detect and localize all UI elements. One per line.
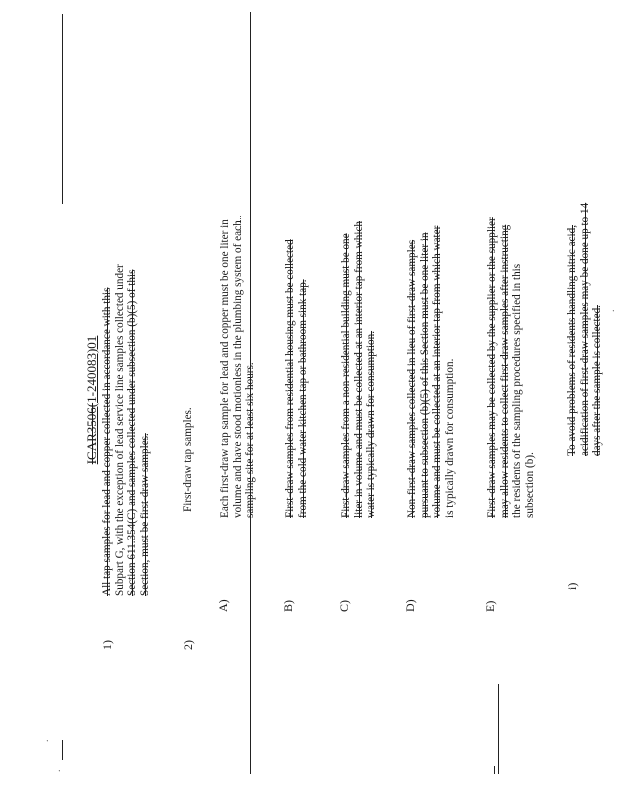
text-line: pursuant to subsection (b)(5) of this Section must be one liter in [418, 232, 431, 518]
text-line: volume and have stood motionless in the plumbing system of each [231, 220, 244, 518]
text-line: All tap samples for lead and copper collected in accordance with this [101, 287, 113, 596]
text-line: is typically drawn for consumption. [443, 358, 456, 518]
item-text-e [486, 217, 536, 518]
text-line: the residents of the sampling procedures specified in this [511, 263, 524, 518]
text-line: from the cold water kitchen tap or bathroom sink tap. [296, 279, 309, 518]
text-line: Section 611.354(C) and samples collected under subsection (b)(5) of this [126, 269, 139, 596]
text-line: days after the sample is collected. [591, 305, 604, 456]
text-line: subsection (b). [523, 452, 536, 518]
item-label: C) [337, 600, 351, 612]
item-label: B) [281, 600, 295, 612]
item-text-b [284, 239, 309, 518]
item-label: i) [565, 582, 579, 590]
item-text-d [406, 226, 456, 518]
item-label: D) [403, 599, 417, 612]
text-line: sampling site for at least six hours. [244, 362, 257, 518]
item-label: E) [483, 600, 497, 612]
scan-edge-rule [62, 14, 63, 204]
text-line: volume and must be collected at an interior tap from which water [431, 225, 444, 518]
scan-edge-dots [240, 216, 241, 232]
item-text-i [566, 203, 604, 456]
text-line: Each first-draw tap sample for lead and copper must be one liter in [219, 219, 231, 518]
page-header [84, 336, 100, 465]
item-label: 2) [181, 640, 195, 650]
text-line: First-draw tap samples. [182, 407, 194, 512]
text-line: acidification of first-draw samples may be done up to 14 [578, 202, 591, 456]
scan-edge-rule [498, 684, 499, 774]
text-line: First-draw samples from a non-residential building must be one [340, 233, 352, 518]
scan-mark: . [606, 309, 617, 312]
item-text-a [219, 219, 257, 518]
scan-mark: . [40, 739, 51, 742]
header-inserted-id: 1-240083)01 [84, 335, 99, 403]
text-line: may allow residents to collect first-draw samples after instructing [498, 224, 511, 518]
header-deleted-id: ICAR3506( [84, 402, 99, 465]
scan-edge-rule [250, 12, 251, 774]
item-label: 1) [100, 640, 114, 650]
text-line: Non-first-draw samples collected in lieu of first-draw samples [406, 239, 418, 518]
scan-mark: . [52, 769, 63, 772]
item-text-c [340, 221, 378, 518]
text-line: water is typically drawn for consumption. [365, 330, 378, 518]
scan-edge-rule [494, 766, 495, 774]
item-text-1 [101, 264, 151, 596]
text-line: Section, must be first-draw samples. [138, 433, 151, 596]
text-line: liter in volume and must be collected at an interior tap from which [352, 221, 365, 518]
text-line: First-draw samples from residential housing must be collected [284, 239, 296, 518]
item-label: A) [216, 599, 230, 612]
scan-edge-rule [62, 740, 63, 760]
text-line: To avoid problems of residents handling nitric acid, [566, 225, 578, 456]
text-line: Subpart G, with the exception of lead service line samples collected under [113, 264, 126, 596]
item-text-2 [182, 407, 195, 512]
text-line: First-draw samples may be collected by the supplier or the supplier [486, 217, 498, 518]
